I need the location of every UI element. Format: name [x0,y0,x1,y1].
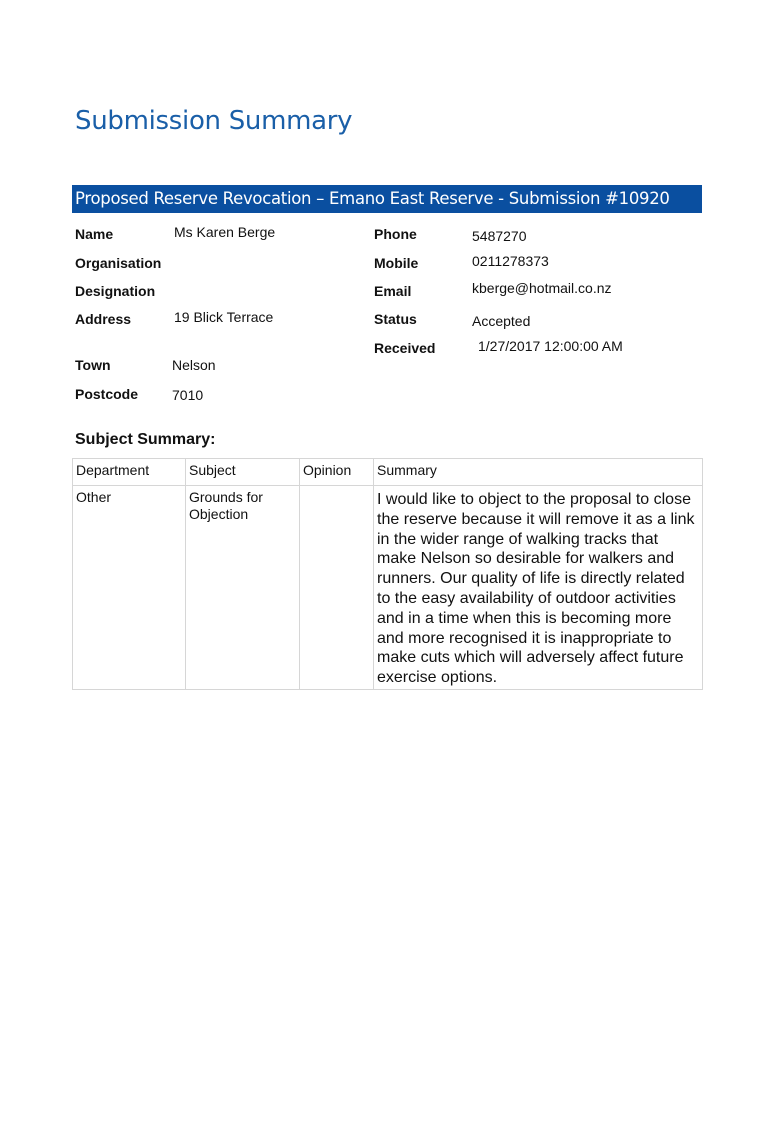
cell-opinion [300,486,374,690]
header-department: Department [73,459,186,486]
cell-summary: I would like to object to the proposal to close the reserve because it will remove it as a link in the wider range of walking tracks that make Nelson so desirable for walkers and runners. Our quality of life is directly related to the easy availability of outdoor activities and in a time when this is becoming more and more recognised it is inappropriate to make cuts which will adversely affect future exercise options. [374,486,703,690]
designation-label: Designation [75,283,156,299]
mobile-value: 0211278373 [472,253,549,269]
mobile-label: Mobile [374,255,419,271]
phone-label: Phone [374,226,417,242]
subject-summary-title: Subject Summary: [75,431,216,448]
address-value: 19 Blick Terrace [174,309,274,325]
email-value: kberge@hotmail.co.nz [472,280,612,296]
page-title: Submission Summary [75,106,353,136]
address-label: Address [75,311,132,327]
header-opinion: Opinion [300,459,374,486]
cell-department: Other [73,486,186,690]
phone-value: 5487270 [472,228,527,244]
cell-subject: Grounds for Objection [186,486,300,690]
received-value: 1/27/2017 12:00:00 AM [478,338,623,354]
table-header-row [73,459,703,486]
postcode-label: Postcode [75,386,139,402]
email-label: Email [374,283,412,299]
table-row [73,486,703,690]
subject-summary-table [72,458,703,690]
town-label: Town [75,357,111,373]
postcode-value: 7010 [172,387,204,403]
header-summary: Summary [374,459,703,486]
name-label: Name [75,226,114,242]
organisation-label: Organisation [75,255,162,271]
status-value: Accepted [472,313,531,329]
status-label: Status [374,311,417,327]
name-value: Ms Karen Berge [174,224,276,240]
submission-banner: Proposed Reserve Revocation – Emano East Reserve - Submission #10920 [72,185,702,213]
header-subject: Subject [186,459,300,486]
town-value: Nelson [172,357,216,373]
received-label: Received [374,340,436,356]
